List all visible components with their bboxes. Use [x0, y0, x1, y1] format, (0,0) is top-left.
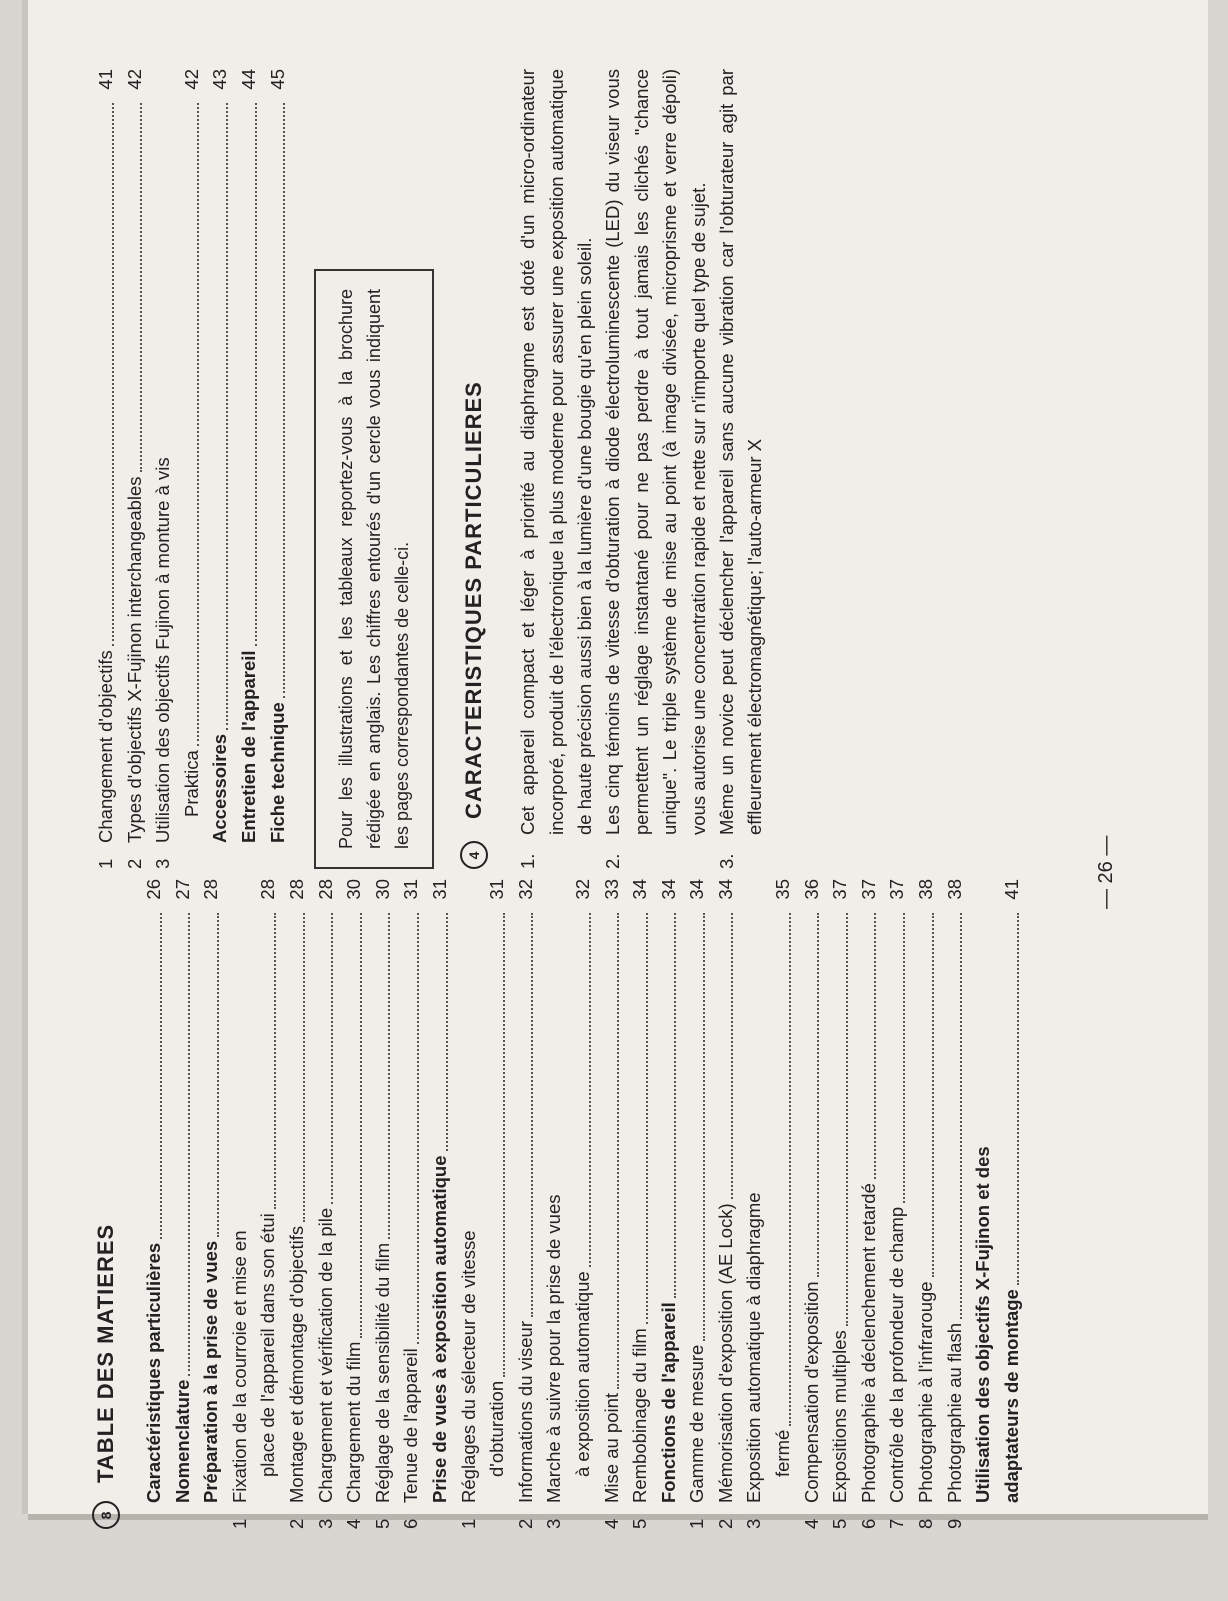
toc-entry-number: 6 — [400, 1518, 422, 1529]
toc-entry-text: place de l'appareil dans son étui — [257, 1213, 279, 1477]
toc-entry — [226, 879, 255, 1529]
toc-entry — [264, 69, 293, 869]
toc-right-column — [92, 69, 770, 869]
toc-leader-dots — [226, 103, 228, 730]
toc-entry-text: Chargement du film — [343, 1341, 365, 1503]
toc-entry-page: 34 — [629, 879, 651, 900]
toc-entry-page: 28 — [314, 879, 336, 900]
toc-entry — [340, 879, 369, 1529]
toc-entry — [312, 879, 341, 1529]
toc-entry-text: Tenue de l'appareil — [400, 1348, 422, 1503]
toc-entry — [998, 879, 1027, 1529]
toc-entry — [483, 879, 512, 1529]
page-body — [92, 59, 1132, 1529]
toc-entry-page: 27 — [171, 879, 193, 900]
toc-leader-dots — [903, 913, 905, 1203]
feature-number: 1. — [517, 853, 539, 869]
toc-entry-text: d'obturation — [486, 1380, 508, 1477]
toc-entry-text: Nomenclature — [171, 1379, 193, 1503]
toc-entry-text: Préparation à la prise de vues — [200, 1240, 222, 1503]
feature-number: 2. — [602, 853, 624, 869]
toc-left-list — [140, 879, 1026, 1529]
toc-leader-dots — [388, 913, 390, 1239]
toc-entry — [540, 879, 569, 1529]
toc-entry — [169, 879, 198, 1529]
toc-entry-page: 42 — [123, 69, 145, 90]
toc-entry-number: 3 — [543, 1518, 565, 1529]
toc-entry-text: Compensation d'exposition — [800, 1281, 822, 1503]
features-title: CARACTERISTIQUES PARTICULIERES — [461, 381, 487, 819]
toc-entry-text: Prise de vues à exposition automatique — [428, 1155, 450, 1503]
toc-entry-page: 38 — [943, 879, 965, 900]
toc-entry-page: 30 — [371, 879, 393, 900]
toc-leader-dots — [874, 913, 876, 1179]
toc-entry — [283, 879, 312, 1529]
toc-entry — [206, 69, 235, 869]
toc-entry-text: Chargement et vérification de la pile — [314, 1207, 336, 1503]
toc-entry — [121, 69, 150, 869]
toc-leader-dots — [217, 913, 219, 1237]
toc-entry-text: Fiche technique — [266, 702, 288, 843]
toc-entry-page: 43 — [209, 69, 231, 90]
toc-entry-text: Photographie à l'infrarouge — [915, 1281, 937, 1503]
toc-entry-number: 1 — [686, 1518, 708, 1529]
toc-entry-text: Utilisation des objectifs Fujinon à monture à vis — [152, 457, 174, 843]
toc-leader-dots — [331, 913, 333, 1204]
toc-entry — [369, 879, 398, 1529]
toc-entry-page: 41 — [1000, 879, 1022, 900]
toc-entry-number: 2 — [514, 1518, 536, 1529]
toc-entry-number: 2 — [714, 1518, 736, 1529]
toc-leader-dots — [503, 913, 505, 1377]
toc-entry — [941, 879, 970, 1529]
toc-entry-text: Changement d'objectifs — [95, 650, 116, 843]
toc-entry-text: Informations du viseur — [514, 1320, 536, 1503]
toc-entry-text: Entretien de l'appareil — [237, 650, 259, 843]
toc-entry-page: 37 — [857, 879, 879, 900]
toc-entry-number: 3 — [743, 1518, 765, 1529]
toc-header — [92, 879, 120, 1529]
toc-entry — [235, 69, 264, 869]
toc-entry-number: 1 — [457, 1518, 479, 1529]
toc-entry-number: 8 — [915, 1518, 937, 1529]
features-section-number: 4 — [460, 841, 488, 869]
toc-entry-text: Praktica — [180, 750, 202, 817]
toc-leader-dots — [674, 913, 676, 1298]
toc-entry — [712, 879, 741, 1529]
features-list — [514, 69, 770, 869]
toc-entry — [626, 879, 655, 1529]
toc-leader-dots — [112, 103, 114, 646]
toc-entry-page: 32 — [571, 879, 593, 900]
toc-entry-page: 33 — [600, 879, 622, 900]
toc-entry — [969, 879, 998, 1529]
toc-entry — [397, 879, 426, 1529]
toc-entry — [512, 879, 541, 1529]
toc-entry — [855, 879, 884, 1529]
toc-entry-page: 34 — [686, 879, 708, 900]
toc-leader-dots — [846, 913, 848, 1326]
toc-entry-number: 2 — [285, 1518, 307, 1529]
toc-entry — [426, 879, 455, 1529]
toc-leader-dots — [303, 913, 305, 1222]
toc-entry-text: Accessoires — [209, 733, 231, 843]
toc-leader-dots — [274, 913, 276, 1209]
toc-leader-dots — [646, 913, 648, 1324]
toc-entry — [769, 879, 798, 1529]
toc-entry — [92, 69, 121, 869]
toc-entry — [254, 879, 283, 1529]
toc-entry — [598, 879, 627, 1529]
toc-entry-number: 2 — [123, 858, 145, 869]
toc-entry — [912, 879, 941, 1529]
toc-leader-dots — [255, 103, 257, 646]
toc-leader-dots — [531, 913, 533, 1317]
toc-leader-dots — [417, 913, 419, 1344]
feature-text: Même un novice peut déclencher l'appareil sans aucune vibration car l'obturateur agit par effleurement électromagnétique; l'auto-armeur X — [716, 69, 766, 835]
toc-leader-dots — [589, 913, 591, 1267]
feature-item — [514, 69, 599, 869]
toc-entry-text: fermé — [772, 1429, 794, 1477]
toc-entry-page: 38 — [915, 879, 937, 900]
toc-entry-text: Réglage de la sensibilité du film — [371, 1242, 393, 1503]
toc-entry-text: Gamme de mesure — [686, 1344, 708, 1503]
toc-entry-number: 5 — [371, 1518, 393, 1529]
toc-entry-text: Utilisation des objectifs X-Fujinon et des — [972, 1146, 994, 1503]
toc-entry-page: 36 — [800, 879, 822, 900]
feature-text: Cet appareil compact et léger à priorité au diaphragme est doté d'un micro-ordinateur incorporé, produit de l'électronique la plus moderne pour assurer une exposition automatique de haute précision aussi bien à la lumière d'une bougie qu'en plein soleil. — [517, 69, 595, 835]
toc-entry-text: Mémorisation d'exposition (AE Lock) — [714, 1203, 736, 1503]
toc-entry — [655, 879, 684, 1529]
toc-left-column — [92, 879, 1026, 1529]
toc-entry-number: 3 — [152, 858, 174, 869]
toc-entry-page: 45 — [266, 69, 288, 90]
toc-entry-page: 30 — [343, 879, 365, 900]
toc-entry-number: 9 — [943, 1518, 965, 1529]
toc-entry-page: 31 — [428, 879, 450, 900]
toc-right-list — [92, 69, 292, 869]
toc-leader-dots — [789, 913, 791, 1426]
toc-entry-page: 34 — [657, 879, 679, 900]
toc-leader-dots — [360, 913, 362, 1338]
toc-entry-page: 31 — [400, 879, 422, 900]
toc-leader-dots — [197, 103, 199, 746]
toc-entry-text: Contrôle de la profondeur de champ — [886, 1206, 908, 1503]
toc-entry-text: Fonctions de l'appareil — [657, 1302, 679, 1503]
toc-entry-page: 32 — [514, 879, 536, 900]
note-text: Pour les illustrations et les tableaux reportez-vous à la brochure rédigée en anglais. Les chiffres entourés d'un cercle vous indiquent les pages correspondantes de celle-ci. — [336, 289, 413, 849]
toc-entry — [740, 879, 769, 1529]
toc-entry — [683, 879, 712, 1529]
toc-entry-text: Montage et démontage d'objectifs — [285, 1225, 307, 1503]
toc-leader-dots — [140, 103, 142, 472]
toc-leader-dots — [1017, 913, 1019, 1285]
toc-entry-text: Caractéristiques particulières — [143, 1242, 164, 1503]
toc-section-number: 8 — [92, 1501, 120, 1529]
toc-entry — [149, 69, 178, 869]
toc-entry-text: Marche à suivre pour la prise de vues — [543, 1194, 565, 1503]
toc-entry-text: adaptateurs de montage — [1000, 1289, 1022, 1503]
toc-entry-page: 28 — [257, 879, 279, 900]
toc-entry-page: 35 — [772, 879, 794, 900]
toc-entry — [826, 879, 855, 1529]
toc-leader-dots — [617, 913, 619, 1389]
toc-entry — [798, 879, 827, 1529]
note-box — [314, 269, 434, 869]
toc-entry-page: 37 — [829, 879, 851, 900]
toc-entry-page: 41 — [95, 69, 116, 90]
toc-leader-dots — [817, 913, 819, 1277]
toc-entry-page: 42 — [180, 69, 202, 90]
features-header — [460, 69, 488, 869]
toc-leader-dots — [731, 913, 733, 1199]
toc-entry-page: 28 — [200, 879, 222, 900]
toc-entry-page: 37 — [886, 879, 908, 900]
toc-entry-number: 4 — [800, 1518, 822, 1529]
toc-entry — [569, 879, 598, 1529]
toc-entry-text: Mise au point — [600, 1392, 622, 1503]
toc-entry — [197, 879, 226, 1529]
toc-entry-page: 28 — [285, 879, 307, 900]
toc-entry-text: Expositions multiples — [829, 1330, 851, 1503]
toc-entry — [455, 879, 484, 1529]
toc-leader-dots — [160, 913, 162, 1239]
toc-entry-text: Fixation de la courroie et mise en — [228, 1230, 250, 1503]
toc-leader-dots — [960, 913, 962, 1319]
toc-leader-dots — [283, 103, 285, 698]
toc-entry-number: 3 — [314, 1518, 336, 1529]
toc-title: TABLE DES MATIERES — [93, 1223, 118, 1483]
toc-entry-text: Rembobinage du film — [629, 1328, 651, 1503]
toc-entry-page: 31 — [486, 879, 508, 900]
toc-entry-number: 5 — [829, 1518, 851, 1529]
toc-leader-dots — [932, 913, 934, 1277]
page-number: — 26 — — [1095, 835, 1117, 909]
toc-leader-dots — [446, 913, 448, 1152]
toc-entry — [883, 879, 912, 1529]
toc-entry-text: Réglages du sélecteur de vitesse — [457, 1230, 479, 1503]
toc-entry-page: 26 — [143, 879, 164, 900]
toc-entry-text: Photographie à déclenchement retardé — [857, 1183, 879, 1503]
toc-entry-number: 4 — [343, 1518, 365, 1529]
toc-entry-text: Photographie au flash — [943, 1323, 965, 1503]
toc-entry-number: 6 — [857, 1518, 879, 1529]
feature-number: 3. — [716, 853, 737, 869]
toc-entry-page: 44 — [237, 69, 259, 90]
toc-entry-number: 7 — [886, 1518, 908, 1529]
feature-item — [713, 69, 770, 869]
feature-item — [599, 69, 713, 869]
toc-entry-text: Types d'objectifs X-Fujinon interchangeables — [123, 476, 145, 843]
toc-entry-number: 1 — [228, 1518, 250, 1529]
toc-entry-number: 4 — [600, 1518, 622, 1529]
toc-entry-text: Exposition automatique à diaphragme — [743, 1192, 765, 1503]
toc-entry-text: à exposition automatique — [571, 1271, 593, 1477]
feature-text: Les cinq témoins de vitesse d'obturation à diode électroluminescente (LED) du viseur vous permettent un réglage instantané pour ne pas perdre à tout jamais les clichés "chance unique". Le triple système de mise au point (à image divisée, microprisme et verre dépoli) vous autorise une concentration rapide et nette sur n'importe quel type de sujet. — [602, 69, 709, 835]
toc-leader-dots — [188, 913, 190, 1376]
toc-entry-number: 5 — [629, 1518, 651, 1529]
toc-entry-page: 34 — [714, 879, 736, 900]
toc-entry-number: 1 — [95, 858, 116, 869]
toc-entry — [178, 69, 207, 869]
toc-leader-dots — [703, 913, 705, 1341]
toc-entry — [140, 879, 169, 1529]
